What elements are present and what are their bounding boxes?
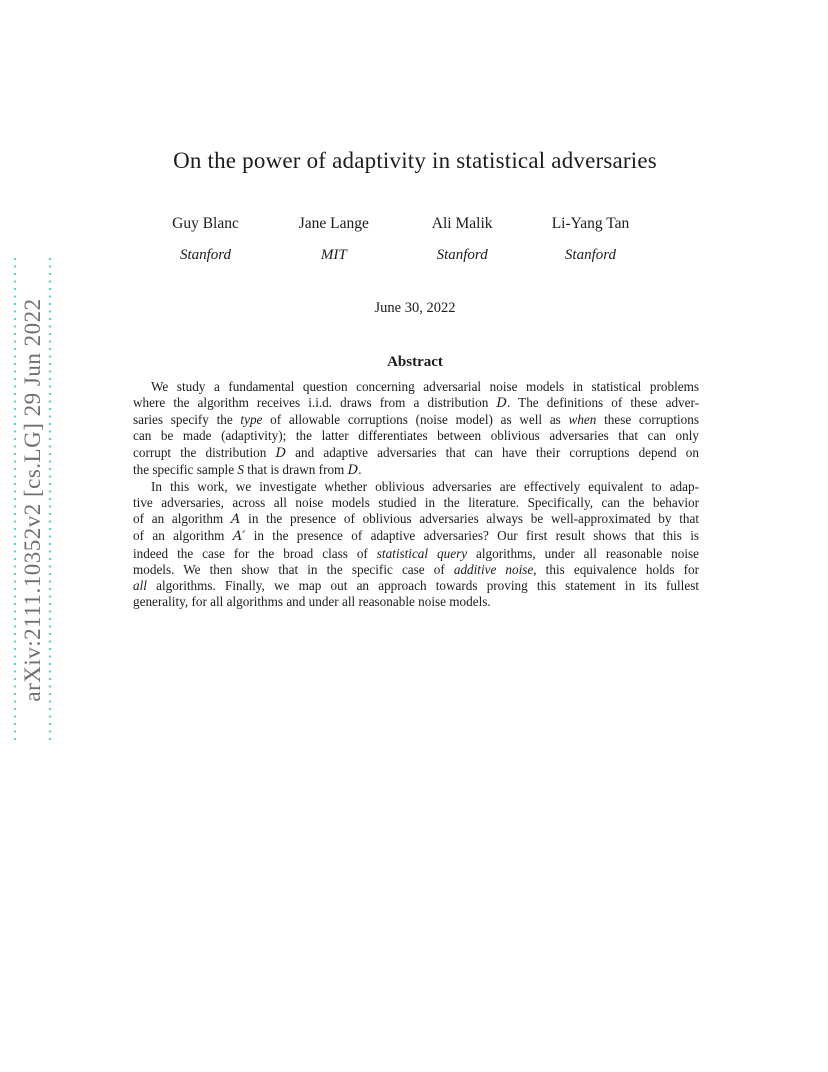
author-name: Li-Yang Tan bbox=[551, 215, 630, 232]
author-name: Ali Malik bbox=[431, 215, 493, 232]
author-affiliation: Stanford bbox=[436, 247, 488, 263]
abstract-line bbox=[133, 528, 699, 545]
abstract-text-segment: that is drawn from bbox=[243, 461, 348, 477]
math-symbol: D bbox=[275, 445, 287, 461]
author-affiliation: Stanford bbox=[564, 247, 617, 263]
abstract-text-segment: tive adversaries, across all noise models studied in the literature. Specifically, can the behavior bbox=[133, 495, 699, 511]
abstract-line bbox=[133, 445, 699, 462]
abstract-line bbox=[133, 379, 699, 395]
abstract-text-segment: additive noise bbox=[453, 561, 534, 577]
math-symbol: A bbox=[230, 512, 241, 528]
abstract-text-segment: We study a fundamental question concerning adversarial noise models in statistical problems bbox=[151, 379, 699, 394]
abstract-text-segment: these corruptions bbox=[596, 412, 699, 428]
math-symbol: D bbox=[496, 396, 507, 412]
abstract-text-segment: of allowable corruptions (noise model) as well as bbox=[262, 412, 569, 428]
math-symbol: A′ bbox=[232, 529, 246, 545]
author-column bbox=[548, 215, 633, 264]
authors-row bbox=[163, 215, 633, 264]
abstract-text-segment: In this work, we investigate whether oblivious adversaries are effectively equivalent to adap- bbox=[151, 478, 699, 494]
abstract-text-segment: where the algorithm receives i.i.d. draws from a distribution bbox=[133, 395, 497, 411]
abstract-text-segment: , this equivalence holds for bbox=[533, 561, 699, 577]
abstract-line bbox=[133, 594, 699, 610]
abstract-text-segment: indeed the case for the broad class of bbox=[133, 545, 377, 561]
abstract-text-segment: all bbox=[133, 577, 147, 593]
paper-date: June 30, 2022 bbox=[374, 300, 456, 316]
abstract-line bbox=[133, 479, 699, 495]
abstract-text-segment: algorithms, under all reasonable noise bbox=[467, 545, 699, 561]
abstract-text-segment: when bbox=[568, 412, 597, 428]
abstract-text-segment: generality, for all algorithms and under all reasonable noise models. bbox=[133, 594, 491, 610]
abstract-text-segment: and adaptive adversaries that can have their corruptions depend on bbox=[286, 444, 699, 460]
abstract-text-segment: models. We then show that in the specific case of bbox=[133, 561, 454, 577]
watermark-dotted-line-left bbox=[14, 258, 16, 742]
abstract-text-segment: statistical query bbox=[376, 545, 468, 561]
abstract-text-segment: . The definitions of these adver- bbox=[506, 395, 699, 411]
abstract-heading: Abstract bbox=[387, 354, 443, 370]
abstract-text-segment: the specific sample bbox=[133, 461, 238, 477]
author-column bbox=[163, 215, 248, 264]
abstract-line bbox=[133, 546, 699, 562]
math-symbol: D bbox=[347, 462, 359, 478]
abstract-text-segment: S bbox=[237, 461, 244, 477]
abstract-text-segment: of an algorithm bbox=[133, 528, 233, 544]
abstract-text-segment: in the presence of oblivious adversaries always be well-approximated by that bbox=[240, 511, 699, 527]
author-affiliation: Stanford bbox=[179, 247, 232, 263]
abstract-body bbox=[133, 379, 699, 610]
abstract-line bbox=[133, 562, 699, 578]
abstract-text-segment: can be made (adaptivity); the latter differentiates between oblivious adversaries that can only bbox=[133, 428, 699, 444]
author-name: Guy Blanc bbox=[172, 215, 239, 232]
paper-title: On the power of adaptivity in statistical adversaries bbox=[173, 148, 657, 173]
abstract-line bbox=[133, 428, 699, 444]
author-column bbox=[291, 215, 376, 264]
abstract-text-segment: in the presence of adaptive adversaries? Our first result shows that this is bbox=[245, 528, 699, 544]
author-name: Jane Lange bbox=[298, 215, 369, 232]
abstract-line bbox=[133, 578, 699, 594]
abstract-text-segment: saries specify the bbox=[133, 412, 241, 428]
abstract-line bbox=[133, 495, 699, 511]
abstract-text-segment: corrupt the distribution bbox=[133, 444, 276, 460]
abstract-text-segment: type bbox=[240, 412, 263, 428]
watermark-dotted-line-right bbox=[49, 258, 51, 742]
abstract-line bbox=[133, 395, 699, 412]
arxiv-id-text: arXiv:2111.10352v2 [cs.LG] 29 Jun 2022 bbox=[19, 298, 45, 702]
abstract-line bbox=[133, 511, 699, 528]
abstract-line bbox=[133, 412, 699, 428]
abstract-line bbox=[133, 462, 699, 479]
abstract-text-segment: algorithms. Finally, we map out an approach towards proving this statement in its fullest bbox=[146, 577, 699, 593]
author-affiliation: MIT bbox=[320, 247, 347, 263]
author-column bbox=[420, 215, 505, 264]
arxiv-watermark bbox=[14, 258, 51, 742]
abstract-text-segment: of an algorithm bbox=[133, 511, 231, 527]
abstract-text-segment: . bbox=[358, 461, 362, 477]
